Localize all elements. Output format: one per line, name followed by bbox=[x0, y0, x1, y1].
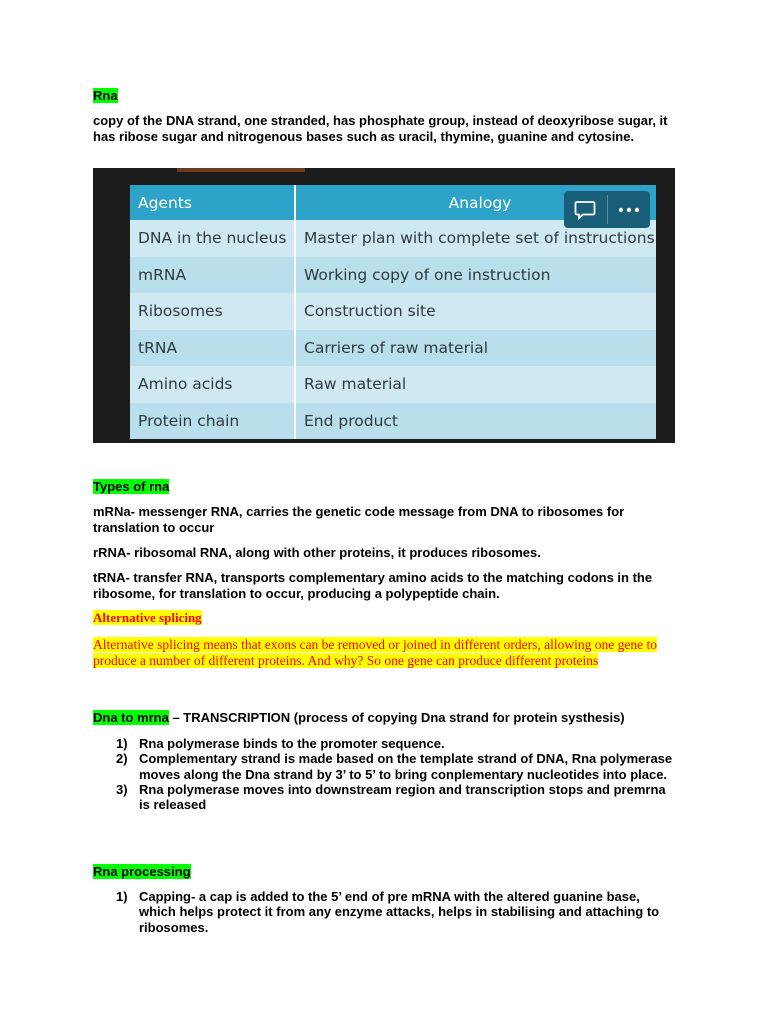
section-heading-dna-to-mrna bbox=[93, 710, 693, 725]
table-row bbox=[130, 330, 656, 367]
list-item: 2) Complementary strand is made based on the template strand of DNA, Rna polymerase moves along the Dna strand by 3’ to 5’ to bring conplementary nucleotides into place. bbox=[116, 751, 673, 782]
table-cell-agent: Amino acids bbox=[130, 366, 295, 403]
trna-description: tRNA- transfer RNA, transports complementary amino acids to the matching codons in the ribosome, for translation to occur, producing a polypeptide chain. bbox=[93, 570, 653, 601]
table-cell-analogy: End product bbox=[295, 403, 656, 440]
mrna-description: mRNa- messenger RNA, carries the genetic code message from DNA to ribosomes for translation to occur bbox=[93, 504, 625, 535]
more-options-button[interactable] bbox=[608, 191, 651, 228]
section-heading-alternative-splicing: Alternative splicing bbox=[93, 610, 202, 625]
processing-steps bbox=[93, 889, 673, 935]
more-options-icon bbox=[617, 206, 641, 214]
agents-analogy-image bbox=[93, 168, 675, 443]
table-row bbox=[130, 293, 656, 330]
table-cell-analogy: Construction site bbox=[295, 293, 656, 330]
table-cell-analogy: Carriers of raw material bbox=[295, 330, 656, 367]
table-cell-analogy: Master plan with complete set of instructions bbox=[295, 220, 656, 257]
list-item: 1) Capping- a cap is added to the 5’ end of pre mRNA with the altered guanine base, which helps protect it from any enzyme attacks, helps in stabilising and attaching to ribosomes. bbox=[116, 889, 660, 935]
section-heading-rna: Rna bbox=[93, 88, 118, 103]
rna-description: copy of the DNA strand, one stranded, has phosphate group, instead of deoxyribose sugar, it has ribose sugar and nitrogenous bases such as uracil, thymine, guanine and cytosine. bbox=[93, 113, 668, 144]
table-row bbox=[130, 257, 656, 294]
column-header-analogy: Analogy bbox=[295, 185, 656, 220]
image-toolbar bbox=[564, 191, 650, 228]
table-cell-agent: DNA in the nucleus bbox=[130, 220, 295, 257]
transcription-title: – TRANSCRIPTION (process of copying Dna strand for protein systhesis) bbox=[168, 710, 625, 725]
table-cell-analogy: Raw material bbox=[295, 366, 656, 403]
table-cell-analogy: Working copy of one instruction bbox=[295, 257, 656, 294]
section-heading-types-of-rna: Types of rna bbox=[93, 479, 170, 494]
comment-icon bbox=[574, 200, 596, 220]
rrna-description: rRNA- ribosomal RNA, along with other proteins, it produces ribosomes. bbox=[93, 545, 541, 560]
table-row bbox=[130, 403, 656, 440]
table-row bbox=[130, 366, 656, 403]
alternative-splicing-description: Alternative splicing means that exons can be removed or joined in different orders, allowing one gene to produce a number of different proteins. And why? So one gene can produce different proteins bbox=[93, 637, 657, 669]
table-cell-agent: mRNA bbox=[130, 257, 295, 294]
dna-to-mrna-label: Dna to mrna bbox=[93, 710, 169, 725]
transcription-steps bbox=[93, 736, 673, 812]
table-cell-agent: tRNA bbox=[130, 330, 295, 367]
column-header-agents: Agents bbox=[130, 185, 295, 220]
table-cell-agent: Protein chain bbox=[130, 403, 295, 440]
comment-button[interactable] bbox=[564, 191, 607, 228]
list-item: 1) Rna polymerase binds to the promoter sequence. bbox=[116, 736, 445, 751]
image-top-strip bbox=[177, 168, 305, 172]
table-cell-agent: Ribosomes bbox=[130, 293, 295, 330]
list-item: 3) Rna polymerase moves into downstream region and transcription stops and premrna is released bbox=[116, 781, 666, 813]
section-heading-rna-processing: Rna processing bbox=[93, 864, 191, 879]
